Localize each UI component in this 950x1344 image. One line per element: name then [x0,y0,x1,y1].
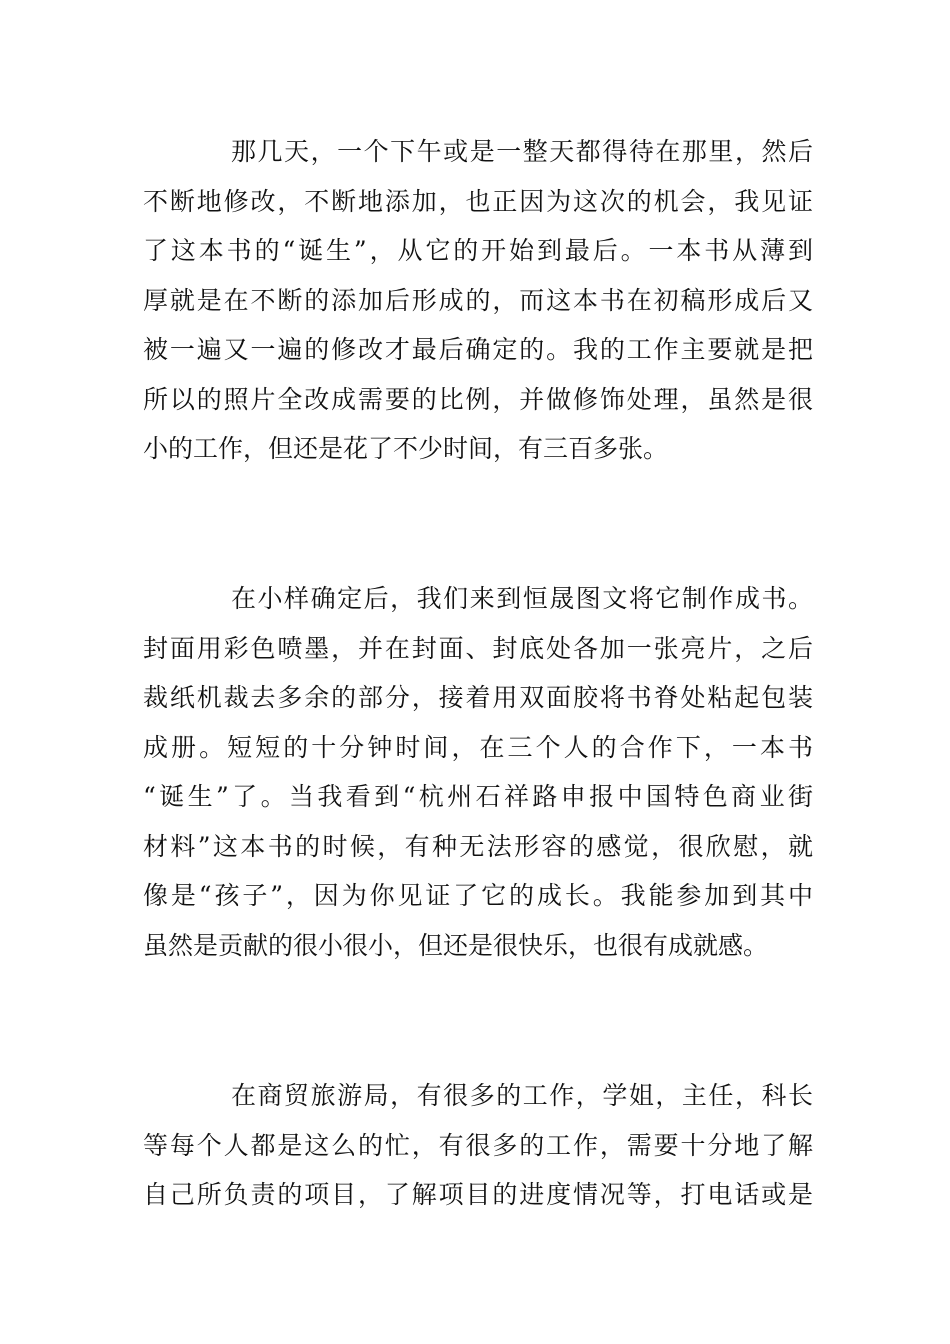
paragraph-line: 封面用彩色喷墨，并在封面、封底处各加一张亮片，之后 [143,633,813,663]
paragraph-1 [143,127,813,474]
paragraph-line: 材料”这本书的时候，有种无法形容的感觉，很欣慰，就 [143,831,813,861]
paragraph-line: 像是“孩子”，因为你见证了它的成长。我能参加到其中 [143,881,813,910]
paragraph-line: 所以的照片全改成需要的比例，并做修饰处理，虽然是很 [143,384,813,414]
paragraph-line: 成册。短短的十分钟时间，在三个人的合作下，一本书 [143,732,813,762]
paragraph-line: 那几天，一个下午或是一整天都得待在那里，然后 [231,137,813,166]
paragraph-line: 在商贸旅游局，有很多的工作，学姐，主任，科长 [231,1081,813,1110]
paragraph-line: 不断地修改，不断地添加，也正因为这次的机会，我见证 [143,186,813,216]
paragraph-line: 被一遍又一遍的修改才最后确定的。我的工作主要就是把 [143,335,813,364]
paragraph-line: 自己所负责的项目，了解项目的进度情况等，打电话或是 [143,1180,813,1209]
paragraph-line: 虽然是贡献的很小很小，但还是很快乐，也很有成就感。 [143,930,769,960]
paragraph-line: 小的工作，但还是花了不少时间，有三百多张。 [143,434,669,463]
paragraph-line: 在小样确定后，我们来到恒晟图文将它制作成书。 [231,584,813,613]
paragraph-line: 了这本书的“诞生”，从它的开始到最后。一本书从薄到 [143,236,813,265]
paragraph-2 [143,574,813,970]
paragraph-line: 裁纸机裁去多余的部分，接着用双面胶将书脊处粘起包装 [143,683,813,712]
paragraph-3 [143,1071,813,1220]
paragraph-line: 厚就是在不断的添加后形成的，而这本书在初稿形成后又 [143,285,813,315]
paragraph-line: “诞生”了。当我看到“杭州石祥路申报中国特色商业街 [143,782,813,811]
paragraph-line: 等每个人都是这么的忙，有很多的工作，需要十分地了解 [143,1130,813,1160]
